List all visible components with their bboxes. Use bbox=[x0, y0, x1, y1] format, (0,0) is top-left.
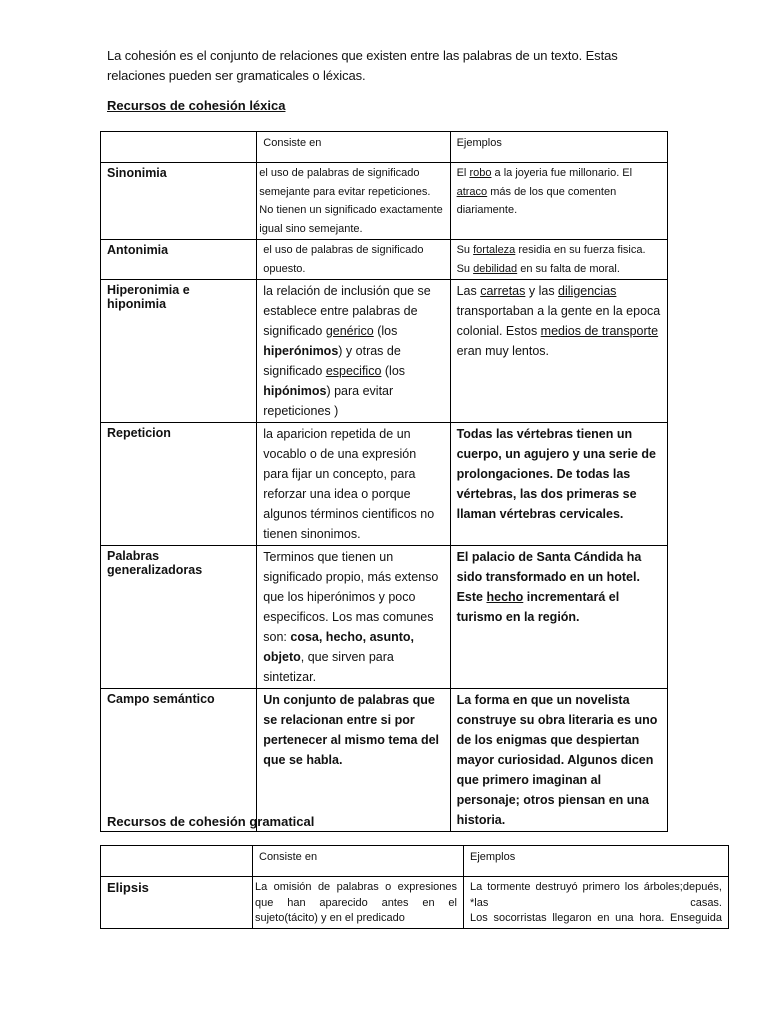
term-cell: Hiperonimia e hiponimia bbox=[101, 280, 257, 423]
example-cell: El robo a la joyeria fue millonario. El atraco más de los que comenten diariamente. bbox=[450, 163, 667, 240]
table-row bbox=[101, 546, 668, 689]
example-cell: La tormente destruyó primero los árboles;depués, *las casas. Los socorristas llegaron en una hora. Enseguida bbox=[464, 877, 729, 929]
header-cell-consiste: Consiste en bbox=[257, 132, 450, 163]
lexical-heading: Recursos de cohesión léxica bbox=[107, 98, 286, 113]
term-cell: Palabras generalizadoras bbox=[101, 546, 257, 689]
table-row bbox=[101, 280, 668, 423]
header-cell-empty bbox=[101, 132, 257, 163]
grammatical-table bbox=[100, 845, 729, 929]
definition-cell: la relación de inclusión que se establece entre palabras de significado genérico (los hiperónimos) y otras de significado especifico (los hipónimos) para evitar repeticiones ) bbox=[257, 280, 450, 423]
definition-cell: Un conjunto de palabras que se relacionan entre si por pertenecer al mismo tema del que se habla. bbox=[257, 689, 450, 832]
underlined-word: debilidad bbox=[473, 262, 518, 275]
header-cell-empty bbox=[101, 846, 253, 877]
lexical-table bbox=[100, 131, 668, 832]
underlined-word: fortaleza bbox=[473, 244, 516, 256]
underlined-word: atraco bbox=[456, 185, 488, 198]
table-row bbox=[101, 240, 668, 280]
intro-line-2: relaciones pueden ser gramaticales o léxicas. bbox=[107, 68, 366, 83]
grammatical-heading: Recursos de cohesión gramatical bbox=[107, 814, 315, 829]
term-cell: Elipsis bbox=[101, 877, 253, 929]
table-row bbox=[101, 877, 729, 929]
term-cell: Sinonimia bbox=[101, 163, 257, 240]
table-header-row bbox=[101, 846, 729, 877]
table-row bbox=[101, 423, 668, 546]
term-cell: Repeticion bbox=[101, 423, 257, 546]
underlined-word: robo bbox=[469, 167, 492, 179]
header-cell-consiste: Consiste en bbox=[253, 846, 464, 877]
definition-cell: la aparicion repetida de un vocablo o de una expresión para fijar un concepto, para reforzar una idea o porque algunos términos cientificos no tienen sinonimos. bbox=[257, 423, 450, 546]
definition-cell: el uso de palabras de significado opuesto. bbox=[257, 240, 450, 280]
term-cell: Antonimia bbox=[101, 240, 257, 280]
example-cell: Las carretas y las diligencias transportaban a la gente en la epoca colonial. Estos medios de transporte eran muy lentos. bbox=[450, 280, 667, 423]
definition-cell: el uso de palabras de significado semejante para evitar repeticiones. No tienen un significado exactamente igual sino semejante. bbox=[257, 163, 450, 240]
table-row bbox=[101, 689, 668, 832]
example-cell: El palacio de Santa Cándida ha sido transformado en un hotel. Este hecho incrementará el turismo en la región. bbox=[450, 546, 667, 689]
example-cell: La forma en que un novelista construye su obra literaria es uno de los enigmas que despiertan mayor curiosidad. Algunos dicen que primero imaginan al personaje; otros piensan en una historia. bbox=[450, 689, 667, 832]
example-cell: Todas las vértebras tienen un cuerpo, un agujero y una serie de prolongaciones. De todas las vértebras, las dos primeras se llaman vértebras cervicales. bbox=[450, 423, 667, 546]
intro-paragraph bbox=[107, 46, 667, 86]
term-cell: Campo semántico bbox=[101, 689, 257, 832]
table-row bbox=[101, 163, 668, 240]
table-header-row bbox=[101, 132, 668, 163]
example-cell: Su fortaleza residia en su fuerza fisica. Su debilidad en su falta de moral. bbox=[450, 240, 667, 280]
header-cell-ejemplos: Ejemplos bbox=[450, 132, 667, 163]
header-cell-ejemplos: Ejemplos bbox=[464, 846, 729, 877]
intro-line-1: La cohesión es el conjunto de relaciones que existen entre las palabras de un texto. Estas bbox=[107, 48, 618, 63]
definition-cell: La omisión de palabras o expresiones que han aparecido antes en el sujeto(tácito) y en el predicado bbox=[253, 877, 464, 929]
definition-cell: Terminos que tienen un significado propio, más extenso que los hiperónimos y poco especificos. Los mas comunes son: cosa, hecho, asunto, objeto, que sirven para sintetizar. bbox=[257, 546, 450, 689]
